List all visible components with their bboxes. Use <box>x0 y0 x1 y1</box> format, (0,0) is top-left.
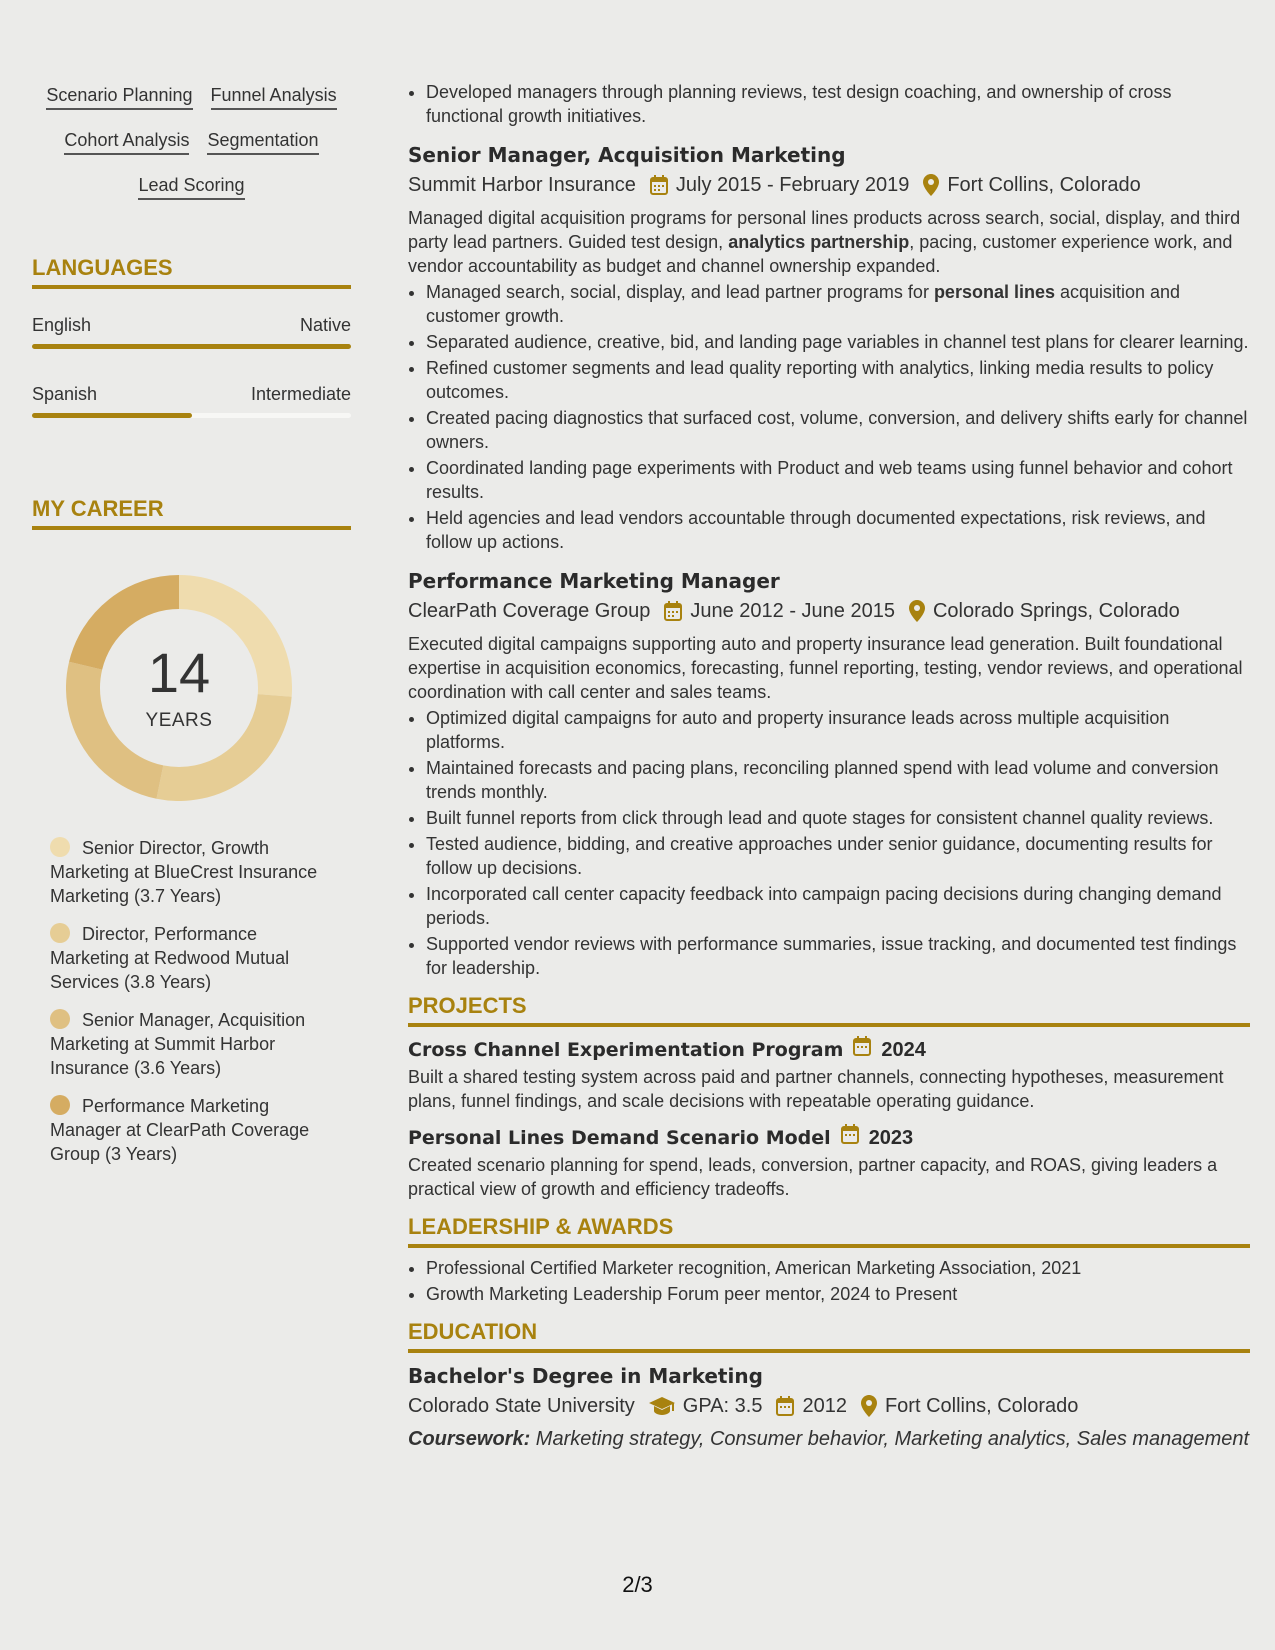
graduation-cap-icon <box>649 1397 675 1415</box>
job-title: Performance Marketing Manager <box>408 569 780 593</box>
project-year: 2024 <box>881 1039 926 1061</box>
job-meta <box>408 596 1250 626</box>
education-meta <box>408 1391 1250 1421</box>
calendar-icon <box>776 1396 794 1416</box>
legend-dot-icon <box>50 837 70 857</box>
project-title: Personal Lines Demand Scenario Model 2023 <box>408 1123 1250 1153</box>
page-number: 2/3 <box>622 1572 653 1597</box>
location-pin-icon <box>861 1395 877 1417</box>
language-spanish <box>32 383 351 418</box>
calendar-icon <box>841 1123 859 1153</box>
projects-heading: PROJECTS <box>408 992 1250 1027</box>
career-donut-chart <box>66 575 292 801</box>
school-location: Fort Collins, Colorado <box>884 1395 1079 1417</box>
project-year: 2023 <box>868 1127 914 1149</box>
language-name: Spanish <box>32 384 98 404</box>
main-content <box>408 80 1250 1451</box>
languages-heading: LANGUAGES <box>32 255 351 289</box>
company-name: ClearPath Coverage Group <box>408 600 651 622</box>
bullet-item: • Managed search, social, display, and lead partner programs for personal lines acquisition and customer growth. <box>426 280 1250 328</box>
career-legend-item <box>50 1094 340 1166</box>
bullet-item: • Separated audience, creative, bid, and landing page variables in channel test plans for clearer learning. <box>426 330 1250 354</box>
job-dates: June 2012 - June 2015 <box>690 600 895 622</box>
location-pin-icon <box>909 600 925 622</box>
bullet-item: • Created pacing diagnostics that surfaced cost, volume, conversion, and delivery shifts early for channel owners. <box>426 406 1250 454</box>
career-legend-item <box>50 922 340 994</box>
language-bar <box>32 413 351 418</box>
job-location: Fort Collins, Colorado <box>947 174 1141 196</box>
degree-title: Bachelor's Degree in Marketing <box>408 1364 763 1388</box>
language-bar-fill <box>32 344 351 349</box>
language-bar-fill <box>32 413 192 418</box>
award-item: • Professional Certified Marketer recognition, American Marketing Association, 2021 <box>426 1256 1250 1280</box>
career-total-unit: YEARS <box>145 710 213 731</box>
bullet-item: • Refined customer segments and lead quality reporting with analytics, linking media results to policy outcomes. <box>426 356 1250 404</box>
career-legend-label: Senior Manager, Acquisition Marketing at Summit Harbor Insurance (3.6 Years) <box>50 1010 306 1078</box>
bullet-item: • Coordinated landing page experiments with Product and web teams using funnel behavior and cohort results. <box>426 456 1250 504</box>
language-name: English <box>32 315 92 335</box>
job-entry <box>408 566 1250 980</box>
coursework: Coursework: Marketing strategy, Consumer behavior, Marketing analytics, Sales management <box>408 1428 1250 1450</box>
project-description: Created scenario planning for spend, leads, conversion, partner capacity, and ROAS, giving leaders a practical view of growth and efficiency tradeoffs. <box>408 1155 1218 1199</box>
job-description: Executed digital campaigns supporting auto and property insurance lead generation. Built foundational expertise in acquisition economics, forecasting, funnel reporting, testing, vendor reviews, and operational coordination with call center and sales teams. <box>408 634 1243 702</box>
award-item: • Growth Marketing Leadership Forum peer mentor, 2024 to Present <box>426 1282 1250 1306</box>
company-name: Summit Harbor Insurance <box>408 174 636 196</box>
calendar-icon <box>664 601 682 621</box>
legend-dot-icon <box>50 923 70 943</box>
location-pin-icon <box>923 174 939 196</box>
awards-list <box>408 1256 1250 1306</box>
legend-dot-icon <box>50 1009 70 1029</box>
language-english <box>32 314 351 349</box>
skill-tag: Lead Scoring <box>138 174 244 200</box>
job-bullets <box>408 280 1250 554</box>
career-legend-item <box>50 1008 340 1080</box>
language-level: Intermediate <box>250 384 351 404</box>
project-entry <box>408 1035 1250 1113</box>
bullet-item: • Maintained forecasts and pacing plans, reconciling planned spend with lead volume and conversion trends monthly. <box>426 756 1250 804</box>
skill-tag: Cohort Analysis <box>64 129 189 155</box>
career-legend-label: Director, Performance Marketing at Redwood Mutual Services (3.8 Years) <box>50 924 290 992</box>
school-name: Colorado State University <box>408 1395 635 1417</box>
bullet-item: • Built funnel reports from click through lead and quote stages for consistent channel quality reviews. <box>426 806 1250 830</box>
bullet-item: • Tested audience, bidding, and creative approaches under senior guidance, documenting results for follow up decisions. <box>426 832 1250 880</box>
career-legend-label: Senior Director, Growth Marketing at BlueCrest Insurance Marketing (3.7 Years) <box>50 838 318 906</box>
career-legend-label: Performance Marketing Manager at ClearPath Coverage Group (3 Years) <box>50 1096 310 1164</box>
language-bar <box>32 344 351 349</box>
bullet-item: • Held agencies and lead vendors accountable through documented expectations, risk reviews, and follow up actions. <box>426 506 1250 554</box>
skills-list <box>32 84 351 219</box>
project-entry <box>408 1123 1250 1201</box>
job-bullets <box>408 706 1250 980</box>
job-location: Colorado Springs, Colorado <box>932 600 1180 622</box>
career-total-years: 14 <box>147 641 211 704</box>
awards-heading: LEADERSHIP & AWARDS <box>408 1213 1250 1248</box>
calendar-icon <box>650 175 668 195</box>
bullet-item: • Developed managers through planning reviews, test design coaching, and ownership of cross functional growth initiatives. <box>426 80 1250 128</box>
calendar-icon <box>853 1035 871 1065</box>
education-heading: EDUCATION <box>408 1318 1250 1353</box>
career-legend-item <box>50 836 340 908</box>
skill-tag: Segmentation <box>207 129 318 155</box>
gpa: GPA: 3.5 <box>682 1395 763 1417</box>
graduation-year: 2012 <box>802 1395 847 1417</box>
job-description: Managed digital acquisition programs for personal lines products across search, social, display, and third party lead partners. Guided test design, analytics partnership, pacing, customer experience work, and vendor accountability as budget and channel ownership expanded. <box>408 208 1241 276</box>
legend-dot-icon <box>50 1095 70 1115</box>
bullet-item: • Supported vendor reviews with performance summaries, issue tracking, and documented test findings for leadership. <box>426 932 1250 980</box>
bullet-item: • Optimized digital campaigns for auto and property insurance leads across multiple acquisition platforms. <box>426 706 1250 754</box>
job-dates: July 2015 - February 2019 <box>675 174 910 196</box>
job-entry <box>408 140 1250 554</box>
job-title: Senior Manager, Acquisition Marketing <box>408 143 846 167</box>
skill-tag: Funnel Analysis <box>211 84 337 110</box>
career-heading: MY CAREER <box>32 496 351 530</box>
project-title: Cross Channel Experimentation Program 2024 <box>408 1035 1250 1065</box>
language-level: Native <box>299 315 351 335</box>
job-meta <box>408 170 1250 200</box>
project-description: Built a shared testing system across paid and partner channels, connecting hypotheses, measurement plans, funnel findings, and scale decisions with repeatable operating guidance. <box>408 1067 1224 1111</box>
intro-bullets <box>408 80 1250 128</box>
career-legend <box>50 836 340 1180</box>
bullet-item: • Incorporated call center capacity feedback into campaign pacing decisions during changing demand periods. <box>426 882 1250 930</box>
skill-tag: Scenario Planning <box>46 84 192 110</box>
